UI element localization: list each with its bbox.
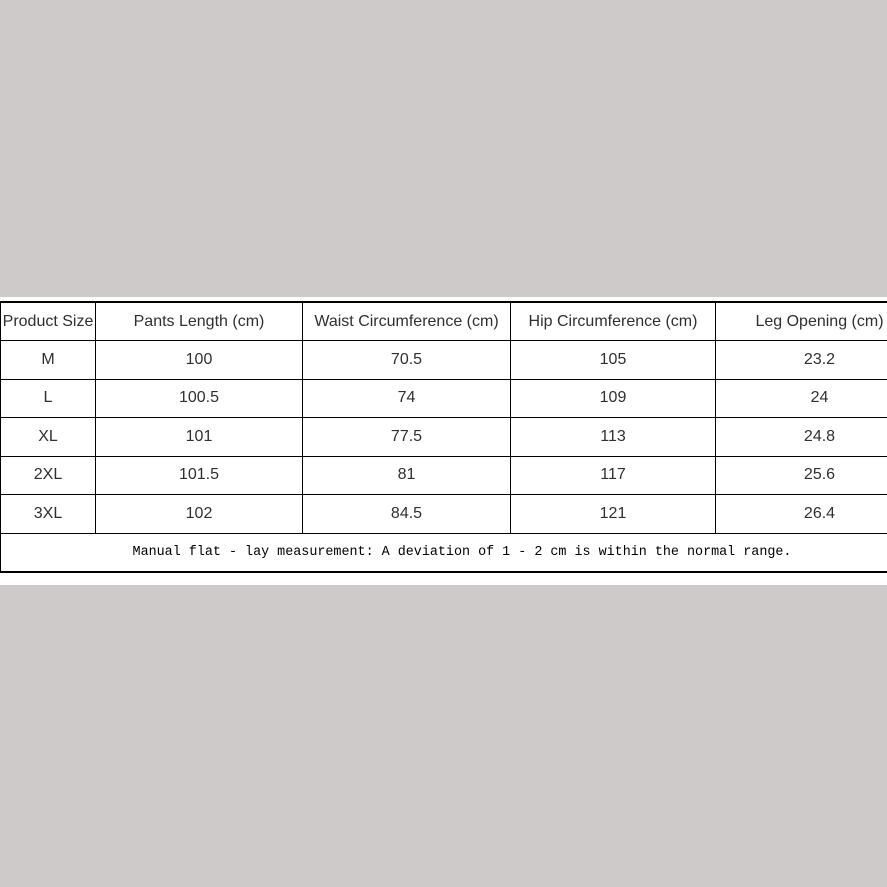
note-row [1,533,887,572]
col-header-leg-opening: Leg Opening (cm) [716,302,887,341]
header-row [1,302,887,341]
table-row-2xl [1,456,887,495]
product-size-cell: 2XL [1,456,96,495]
col-header-waist-circumference: Waist Circumference (cm) [303,302,511,341]
col-header-product-size: Product Size [1,302,96,341]
pants-length-cell: 101 [96,418,303,457]
leg-opening-cell: 24 [716,379,887,418]
hip-cell: 105 [511,341,716,380]
col-header-hip-circumference: Hip Circumference (cm) [511,302,716,341]
hip-cell: 117 [511,456,716,495]
waist-cell: 74 [303,379,511,418]
waist-cell: 84.5 [303,495,511,534]
product-size-cell: L [1,379,96,418]
leg-opening-cell: 26.4 [716,495,887,534]
waist-cell: 77.5 [303,418,511,457]
size-chart-table [0,301,887,573]
measurement-note: Manual flat - lay measurement: A deviation of 1 - 2 cm is within the normal range. [1,533,887,572]
hip-cell: 109 [511,379,716,418]
table-row-l [1,379,887,418]
hip-cell: 121 [511,495,716,534]
pants-length-cell: 100 [96,341,303,380]
leg-opening-cell: 24.8 [716,418,887,457]
waist-cell: 70.5 [303,341,511,380]
table-band [0,297,887,585]
col-header-pants-length: Pants Length (cm) [96,302,303,341]
pants-length-cell: 102 [96,495,303,534]
leg-opening-cell: 25.6 [716,456,887,495]
table-row-m [1,341,887,380]
table-row-xl [1,418,887,457]
pants-length-cell: 101.5 [96,456,303,495]
waist-cell: 81 [303,456,511,495]
leg-opening-cell: 23.2 [716,341,887,380]
product-size-cell: XL [1,418,96,457]
hip-cell: 113 [511,418,716,457]
product-size-cell: 3XL [1,495,96,534]
product-size-cell: M [1,341,96,380]
table-row-3xl [1,495,887,534]
pants-length-cell: 100.5 [96,379,303,418]
